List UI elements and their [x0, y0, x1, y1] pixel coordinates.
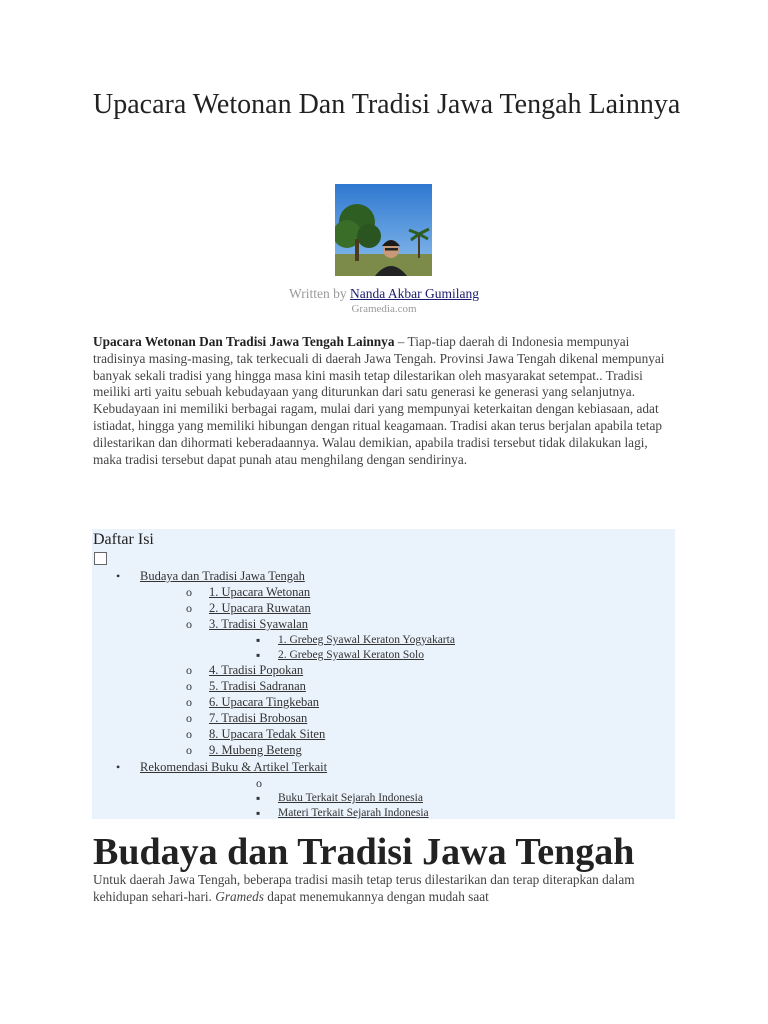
bullet-square-icon: ▪	[256, 648, 261, 662]
bullet-circle-icon: o	[256, 776, 262, 790]
bullet-square-icon: ▪	[256, 791, 261, 805]
bullet-circle-icon: o	[186, 695, 192, 709]
toc-item-ruwatan[interactable]: 2. Upacara Ruwatan	[209, 601, 311, 615]
toc-title: Daftar Isi	[93, 531, 154, 548]
source-label: Gramedia.com	[351, 303, 417, 315]
section-text-emphasis: Grameds	[215, 889, 264, 904]
toc-item-rekomendasi[interactable]: Rekomendasi Buku & Artikel Terkait	[140, 760, 328, 774]
intro-dash: –	[394, 334, 408, 349]
bullet-square-icon: ▪	[256, 633, 261, 647]
toc-item-buku-sejarah[interactable]: Buku Terkait Sejarah Indonesia	[278, 792, 423, 804]
intro-lead: Upacara Wetonan Dan Tradisi Jawa Tengah Lainnya	[93, 334, 395, 349]
toc-item-tedak-siten[interactable]: 8. Upacara Tedak Siten	[209, 727, 326, 741]
toc-item-mubeng-beteng[interactable]: 9. Mubeng Beteng	[209, 743, 302, 757]
bullet-square-icon: ▪	[256, 806, 261, 820]
toc-item-tingkeban[interactable]: 6. Upacara Tingkeban	[209, 695, 320, 709]
bullet-circle-icon: o	[186, 663, 192, 677]
toc-item-brobosan[interactable]: 7. Tradisi Brobosan	[209, 711, 308, 725]
article-title: Upacara Wetonan Dan Tradisi Jawa Tengah Lainnya	[93, 89, 681, 120]
section-text-end: dapat menemukannya dengan mudah saat	[263, 889, 489, 904]
bullet-circle-icon: o	[186, 711, 192, 725]
byline	[0, 286, 768, 302]
toc-item-budaya[interactable]: Budaya dan Tradisi Jawa Tengah	[140, 569, 305, 583]
toc-item-syawalan[interactable]: 3. Tradisi Syawalan	[209, 617, 308, 631]
intro-text	[93, 334, 678, 468]
bullet-circle-icon: o	[186, 743, 192, 757]
toc-toggle-checkbox[interactable]	[94, 552, 107, 565]
toc-item-materi-sejarah[interactable]: Materi Terkait Sejarah Indonesia	[278, 807, 429, 819]
bullet-circle-icon: o	[186, 727, 192, 741]
toc-item-popokan[interactable]: 4. Tradisi Popokan	[209, 663, 304, 677]
section-paragraph	[93, 871, 678, 905]
toc-item-grebeg-solo[interactable]: 2. Grebeg Syawal Keraton Solo	[278, 649, 424, 661]
bullet-circle-icon: o	[186, 617, 192, 631]
toc-item-sadranan[interactable]: 5. Tradisi Sadranan	[209, 679, 306, 693]
bullet-circle-icon: o	[186, 585, 192, 599]
bullet-circle-icon: o	[186, 679, 192, 693]
author-link[interactable]: Nanda Akbar Gumilang	[349, 286, 479, 301]
byline-prefix: Written by	[289, 286, 347, 301]
table-of-contents	[92, 529, 675, 819]
toc-item-wetonan[interactable]: 1. Upacara Wetonan	[209, 585, 311, 599]
intro-paragraph-2: Kebudayaan ini memiliki berbagai ragam, mulai dari yang mempunyai keterkaitan dengan kebiasaan, adat istiadat, hingga yang memiliki hibungan dengan ritual keagamaan. Tradisi akan terus berjalan apabila tetap dilestarikan dan dihormati keberadaannya. Walau demikian, apabila tradisi tersebut tidak dilakukan lagi, maka tradisi tersebut dapat punah atau menghilang dengan sendirinya.	[93, 401, 663, 467]
bullet-circle-icon: o	[186, 601, 192, 615]
intro-p1-text: Tiap-tiap daerah di Indonesia mempunyai tradisinya masing-masing, tak terkecuali di daerah Jawa Tengah. Provinsi Jawa Tengah dikenal mempunyai banyak sekali tradisi yang hingga masa kini masih tetap dilestarikan oleh masyarakat setempat.. Tradisi meiliki arti yaitu sebuah kebudayaan yang diturunkan dari satu generasi ke generasi yang selanjutnya.	[93, 334, 665, 400]
toc-item-grebeg-yogyakarta[interactable]: 1. Grebeg Syawal Keraton Yogyakarta	[278, 634, 455, 646]
intro-paragraph-1	[93, 334, 678, 401]
section-text-start: Untuk daerah Jawa Tengah, beberapa tradisi masih tetap terus dilestarikan dan terap diterapkan dalam kehidupan sehari-hari.	[93, 872, 635, 904]
author-photo	[335, 184, 432, 276]
bullet-disc-icon: •	[116, 569, 121, 583]
section-heading: Budaya dan Tradisi Jawa Tengah	[93, 831, 635, 873]
bullet-disc-icon: •	[116, 760, 121, 774]
